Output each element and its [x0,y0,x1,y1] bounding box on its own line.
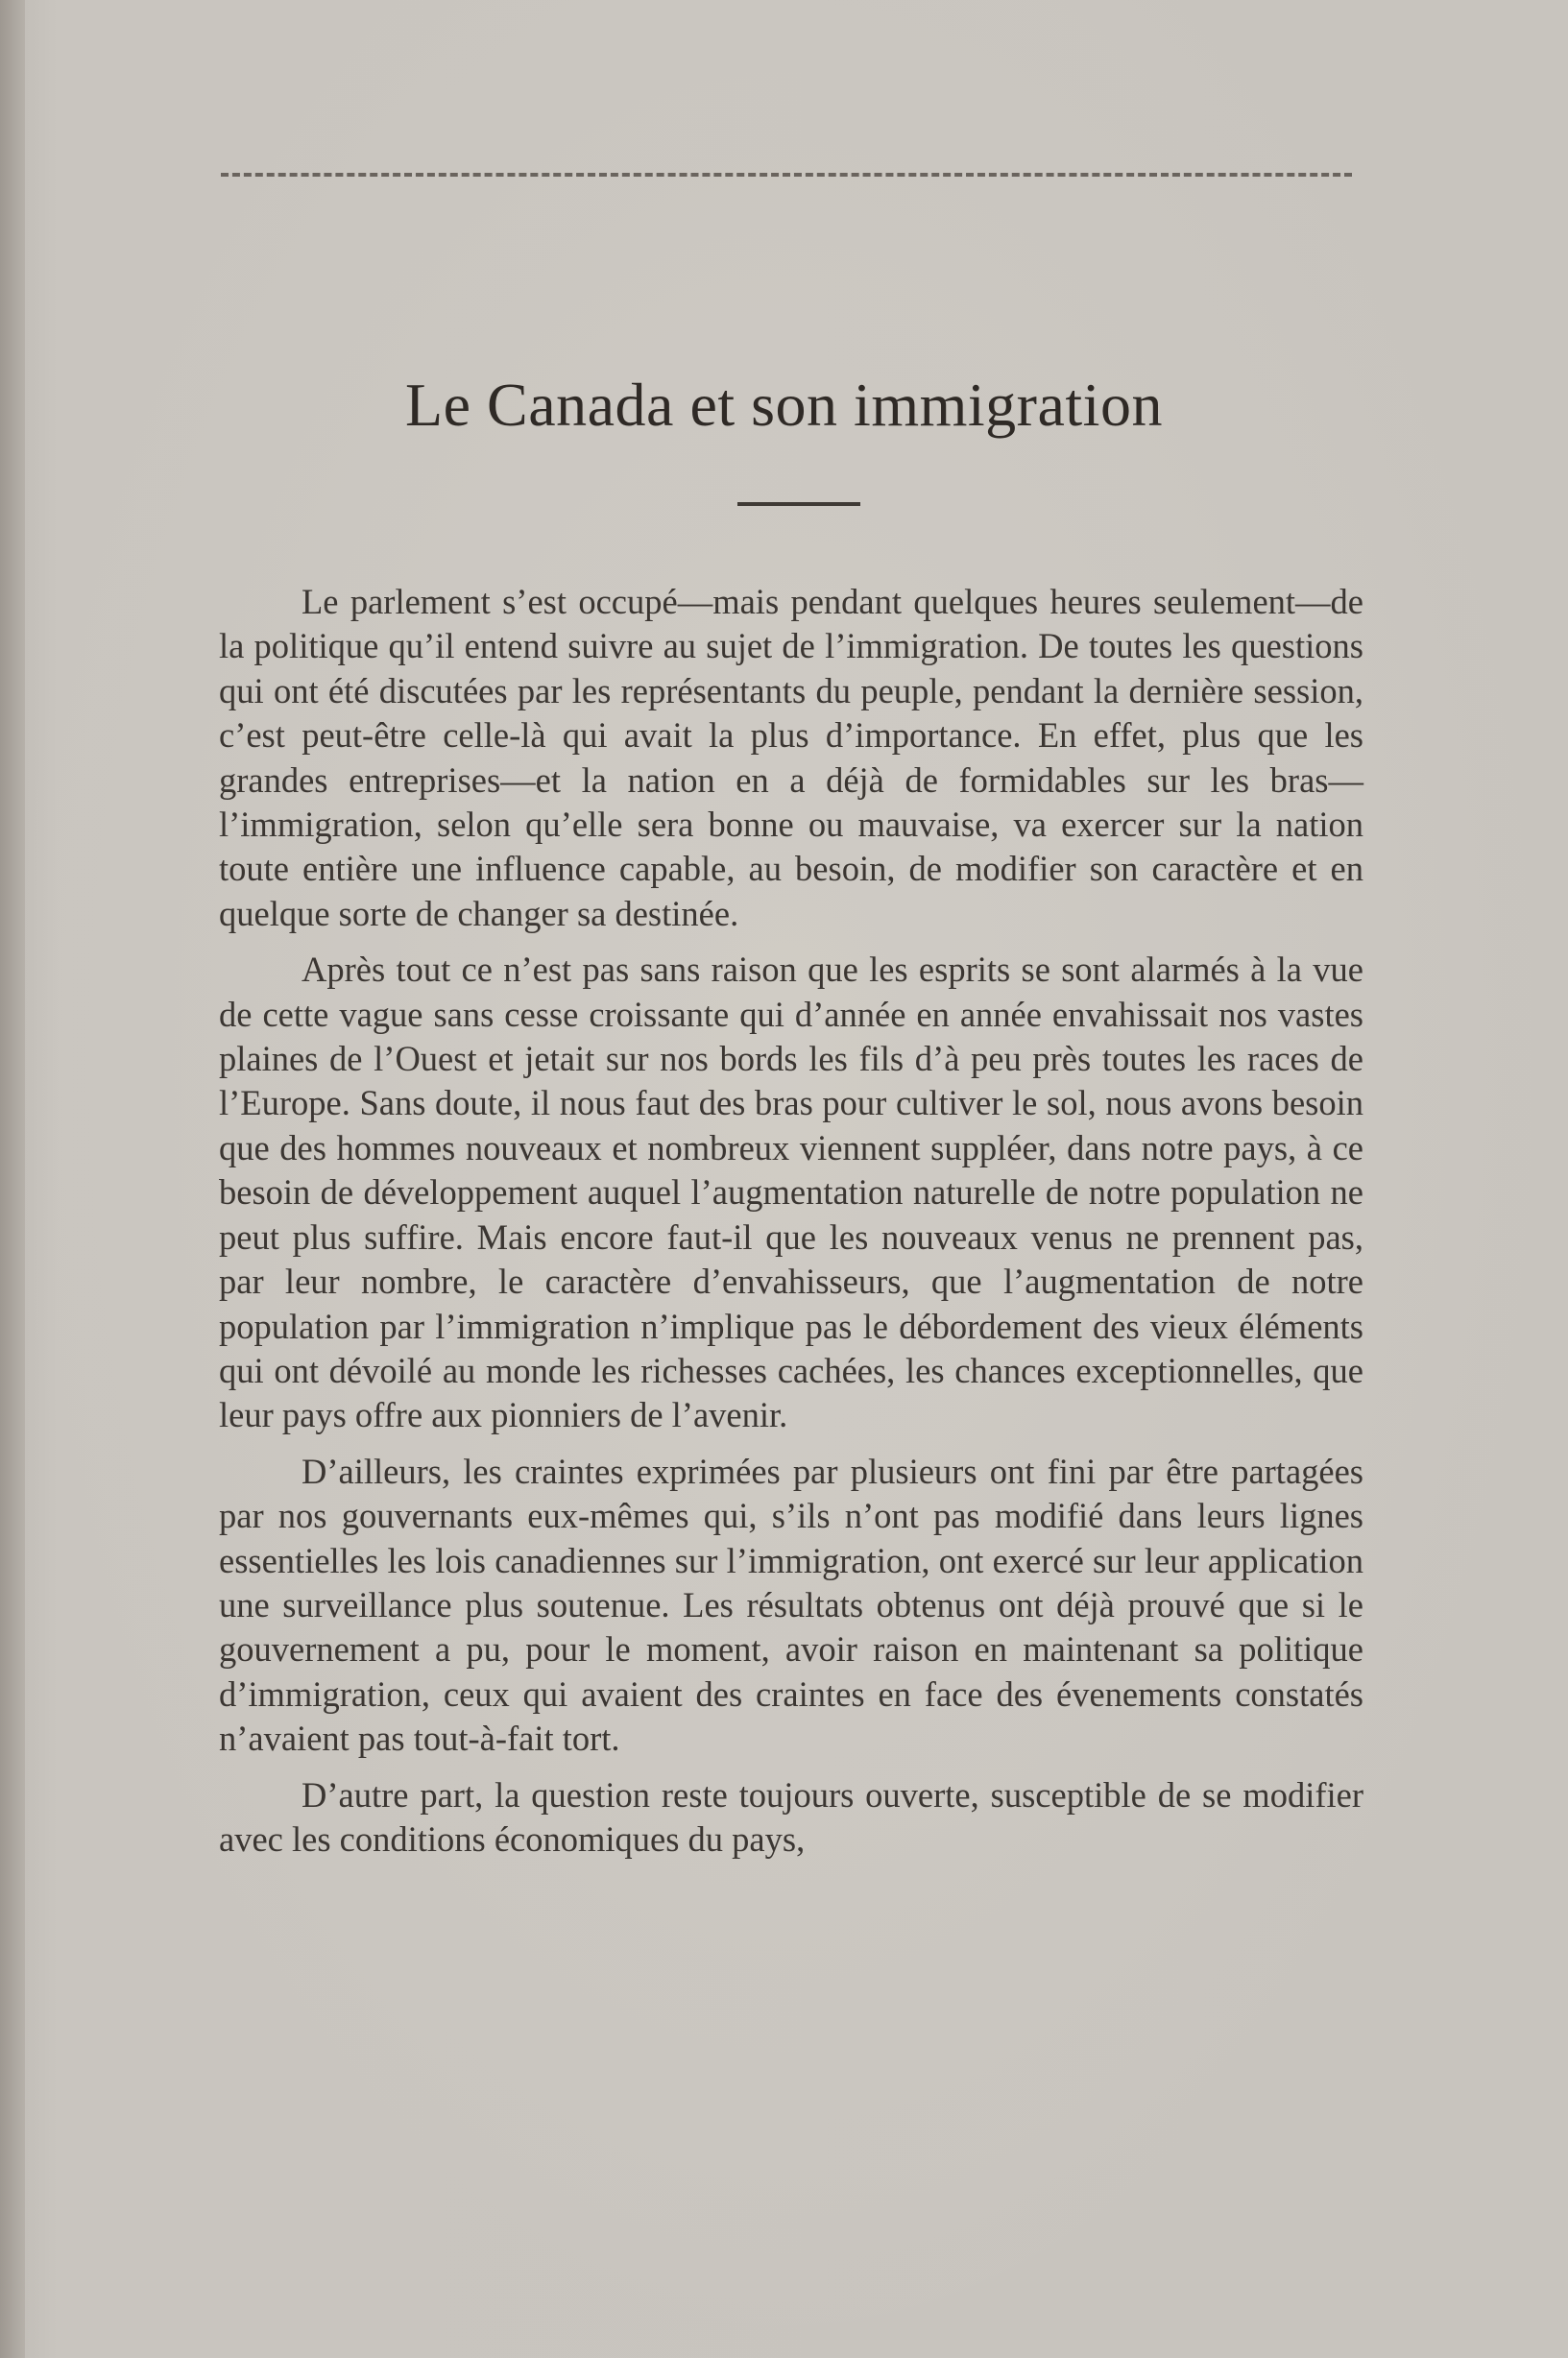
page-binding-edge [0,0,25,2358]
paragraph-3: D’ailleurs, les craintes exprimées par plusieurs ont fini par être partagées par nos gouvernants eux-mêmes qui, s’ils n’ont pas modifié dans leurs lignes essentielles les lois canadiennes sur l’immigration, ont exercé sur leur application une surveillance plus soutenue. Les résultats obtenus ont déjà prouvé que si le gouvernement a pu, pour le moment, avoir raison en maintenant sa politique d’immigration, ceux qui avaient des craintes en face des évenements constatés n’avaient pas tout-à-fait tort. [219,1451,1363,1759]
article-body [219,580,1363,1873]
header-dashed-rule [221,173,1352,177]
title-underline-rule [737,502,860,506]
paragraph-2: Après tout ce n’est pas sans raison que les esprits se sont alarmés à la vue de cette vague sans cesse croissante qui d’année en année envahissait nos vastes plaines de l’Ouest et jetait sur nos bords les fils d’à peu près toutes les races de l’Europe. Sans doute, il nous faut des bras pour cultiver le sol, nous avons besoin que des hommes nouveaux et nombreux viennent suppléer, dans notre pays, à ce besoin de développement auquel l’augmentation naturelle de notre population ne peut plus suffire. Mais encore faut-il que les nouveaux venus ne prennent pas, par leur nombre, le caractère d’envahisseurs, que l’augmentation de notre population par l’immigration n’implique pas le débordement des vieux éléments qui ont dévoilé au monde les richesses cachées, les chances exceptionnelles, que leur pays offre aux pionniers de l’avenir. [219,950,1363,1435]
page-title: Le Canada et son immigration [405,371,1163,439]
paragraph-4: D’autre part, la question reste toujours ouverte, susceptible de se modifier avec les conditions économiques du pays, [219,1774,1363,1859]
paragraph-1: Le parlement s’est occupé—mais pendant quelques heures seulement—de la politique qu’il entend suivre au sujet de l’immigration. De toutes les questions qui ont été discutées par les représentants du peuple, pendant la dernière session, c’est peut-être celle-là qui avait la plus d’importance. En effet, plus que les grandes entreprises—et la nation en a déjà de formidables sur les bras—l’immigration, selon qu’elle sera bonne ou mauvaise, va exercer sur la nation toute entière une influence capable, au besoin, de modifier son caractère et en quelque sorte de changer sa destinée. [219,582,1363,933]
